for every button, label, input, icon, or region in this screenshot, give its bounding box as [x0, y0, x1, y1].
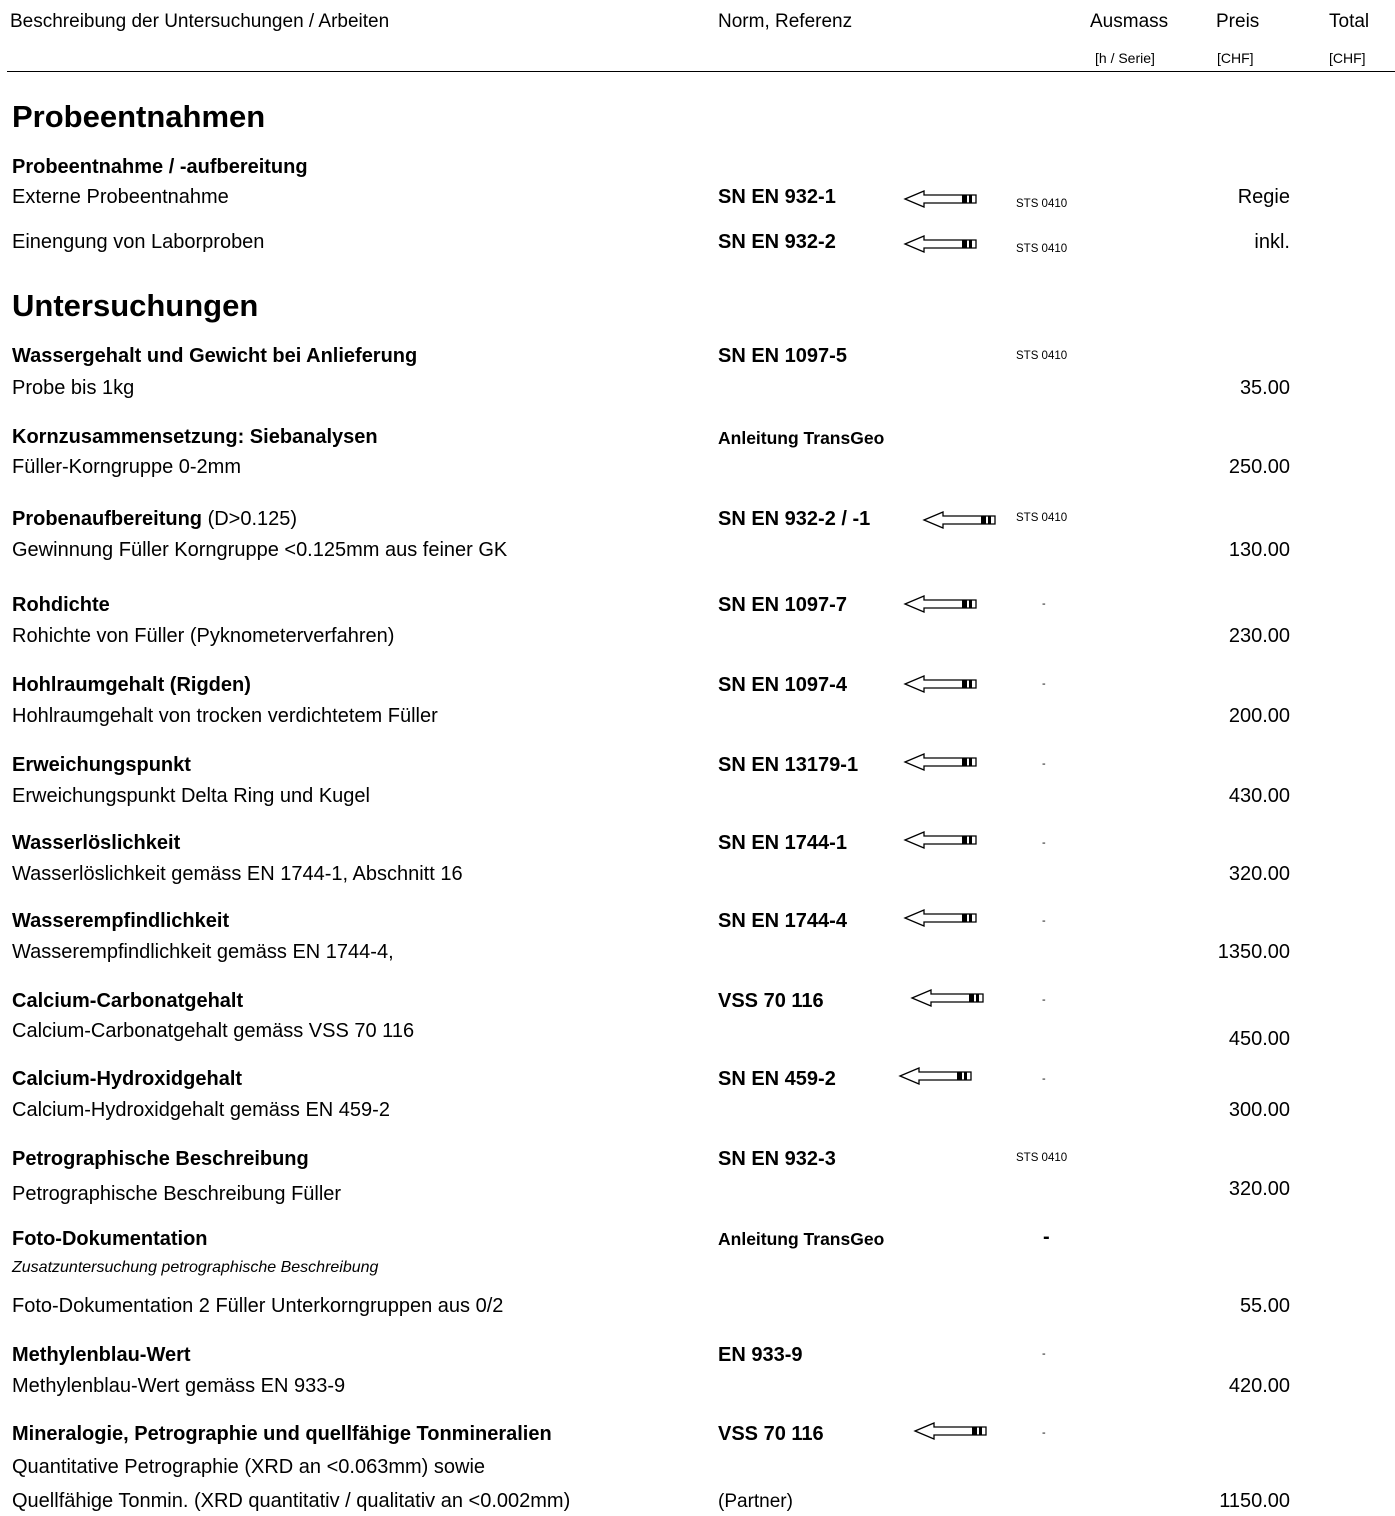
- left-arrow-icon: [902, 234, 982, 254]
- item-description: Wasserlöslichkeit gemäss EN 1744-1, Abschnitt 16: [12, 863, 463, 885]
- item-price: 230.00: [1228, 625, 1290, 647]
- unit-amount: [h / Serie]: [1095, 50, 1155, 66]
- header-price: Preis: [1216, 11, 1260, 32]
- item-price: 320.00: [1228, 1178, 1290, 1200]
- left-arrow-icon: [902, 189, 982, 209]
- item-description-line-2: Quellfähige Tonmin. (XRD quantitativ / qualitativ an <0.002mm): [12, 1490, 571, 1512]
- item-price: 200.00: [1228, 705, 1290, 727]
- item-description: Erweichungspunkt Delta Ring und Kugel: [12, 785, 370, 807]
- item-reference: -: [1042, 837, 1046, 849]
- item-norm: Anleitung TransGeo: [718, 428, 885, 448]
- item-price: 250.00: [1228, 456, 1290, 478]
- item-price: 450.00: [1228, 1028, 1290, 1050]
- item-price: 55.00: [1239, 1295, 1290, 1317]
- item-price: 300.00: [1228, 1099, 1290, 1121]
- item-reference: -: [1042, 1073, 1046, 1085]
- item-price: 420.00: [1228, 1375, 1290, 1397]
- left-arrow-icon: [921, 510, 1001, 530]
- item-title: Wassergehalt und Gewicht bei Anlieferung: [12, 345, 418, 367]
- section-title: Probeentnahmen: [12, 99, 266, 134]
- item-reference: -: [1042, 1427, 1046, 1439]
- item-reference: STS 0410: [1016, 243, 1068, 255]
- item-reference: -: [1042, 678, 1046, 690]
- item-title: Mineralogie, Petrographie und quellfähige Tonmineralien: [12, 1423, 552, 1445]
- item-title-suffix: (D>0.125): [202, 508, 298, 530]
- left-arrow-icon: [912, 1421, 992, 1441]
- item-description: Wasserempfindlichkeit gemäss EN 1744-4,: [12, 941, 394, 963]
- left-arrow-icon: [902, 830, 982, 850]
- item-title: Methylenblau-Wert: [12, 1344, 191, 1366]
- item-norm: Anleitung TransGeo: [718, 1229, 885, 1249]
- item-norm: SN EN 932-1: [718, 186, 836, 208]
- item-price: 130.00: [1228, 539, 1290, 561]
- header-norm: Norm, Referenz: [718, 11, 853, 32]
- item-description: Externe Probeentnahme: [12, 186, 229, 208]
- item-description: Probe bis 1kg: [12, 377, 135, 399]
- item-norm: SN EN 932-3: [718, 1148, 836, 1170]
- item-norm: SN EN 1097-4: [718, 674, 847, 696]
- item-description: Methylenblau-Wert gemäss EN 933-9: [12, 1375, 346, 1397]
- item-description: Einengung von Laborproben: [12, 231, 265, 253]
- item-norm: SN EN 459-2: [718, 1068, 836, 1090]
- item-description: Petrographische Beschreibung Füller: [12, 1183, 342, 1205]
- item-description: Calcium-Carbonatgehalt gemäss VSS 70 116: [12, 1020, 415, 1042]
- item-description: Hohlraumgehalt von trocken verdichtetem Füller: [12, 705, 438, 727]
- item-norm: SN EN 13179-1: [718, 754, 859, 776]
- item-reference: -: [1042, 598, 1046, 610]
- item-norm: EN 933-9: [718, 1344, 803, 1366]
- unit-total: [CHF]: [1329, 50, 1366, 66]
- item-reference: -: [1042, 915, 1046, 927]
- header-rule: [7, 71, 1395, 72]
- item-norm: SN EN 1097-5: [718, 345, 847, 367]
- item-norm: VSS 70 116: [718, 1423, 824, 1445]
- item-norm: SN EN 1744-4: [718, 910, 847, 932]
- item-price: 320.00: [1228, 863, 1290, 885]
- item-norm: VSS 70 116: [718, 990, 824, 1012]
- item-norm: SN EN 932-2: [718, 231, 836, 253]
- left-arrow-icon: [897, 1066, 977, 1086]
- section-title: Untersuchungen: [12, 288, 259, 323]
- item-price: inkl.: [1254, 231, 1290, 253]
- item-description: Calcium-Hydroxidgehalt gemäss EN 459-2: [12, 1099, 390, 1121]
- item-norm: SN EN 932-2 / -1: [718, 508, 871, 530]
- header-total: Total: [1329, 11, 1370, 32]
- item-title: Erweichungspunkt: [12, 754, 191, 776]
- item-price: 430.00: [1228, 785, 1290, 807]
- item-title: Calcium-Carbonatgehalt: [12, 990, 244, 1012]
- item-norm-partner: (Partner): [718, 1491, 793, 1512]
- item-description: Foto-Dokumentation 2 Füller Unterkorngruppen aus 0/2: [12, 1295, 504, 1317]
- left-arrow-icon: [902, 674, 982, 694]
- item-reference: STS 0410: [1016, 512, 1068, 524]
- left-arrow-icon: [909, 988, 989, 1008]
- item-title-bold: Probenaufbereitung: [12, 508, 203, 530]
- item-title: [12, 508, 297, 531]
- header-description: Beschreibung der Untersuchungen / Arbeiten: [10, 11, 390, 32]
- item-note: Zusatzuntersuchung petrographische Beschreibung: [12, 1259, 379, 1276]
- header-amount: Ausmass: [1090, 11, 1169, 32]
- item-reference: -: [1042, 994, 1046, 1006]
- item-reference: STS 0410: [1016, 350, 1068, 362]
- left-arrow-icon: [902, 594, 982, 614]
- item-reference: -: [1043, 1226, 1050, 1248]
- item-reference: STS 0410: [1016, 1152, 1068, 1164]
- item-reference: -: [1042, 1348, 1046, 1360]
- item-norm: SN EN 1744-1: [718, 832, 847, 854]
- left-arrow-icon: [902, 752, 982, 772]
- item-title: Hohlraumgehalt (Rigden): [12, 674, 251, 696]
- item-description: Füller-Korngruppe 0-2mm: [12, 456, 241, 478]
- item-reference: STS 0410: [1016, 198, 1068, 210]
- item-title: Rohdichte: [12, 594, 110, 616]
- item-price: Regie: [1237, 186, 1290, 208]
- item-title: Petrographische Beschreibung: [12, 1148, 309, 1170]
- item-norm: SN EN 1097-7: [718, 594, 847, 616]
- item-title: Foto-Dokumentation: [12, 1228, 208, 1250]
- item-description: Rohichte von Füller (Pyknometerverfahren): [12, 625, 395, 647]
- item-price: 1150.00: [1219, 1490, 1290, 1512]
- item-description: Gewinnung Füller Korngruppe <0.125mm aus feiner GK: [12, 539, 508, 561]
- item-title: Wasserlöslichkeit: [12, 832, 181, 854]
- item-title: Calcium-Hydroxidgehalt: [12, 1068, 243, 1090]
- item-description: Quantitative Petrographie (XRD an <0.063mm) sowie: [12, 1456, 486, 1478]
- item-title: Wasserempfindlichkeit: [12, 910, 230, 932]
- item-reference: -: [1042, 758, 1046, 770]
- item-title: Kornzusammensetzung: Siebanalysen: [12, 426, 378, 448]
- item-price: 1350.00: [1217, 941, 1290, 963]
- left-arrow-icon: [902, 908, 982, 928]
- unit-price: [CHF]: [1217, 50, 1254, 66]
- item-price: 35.00: [1239, 377, 1290, 399]
- item-title: Probeentnahme / -aufbereitung: [12, 156, 308, 178]
